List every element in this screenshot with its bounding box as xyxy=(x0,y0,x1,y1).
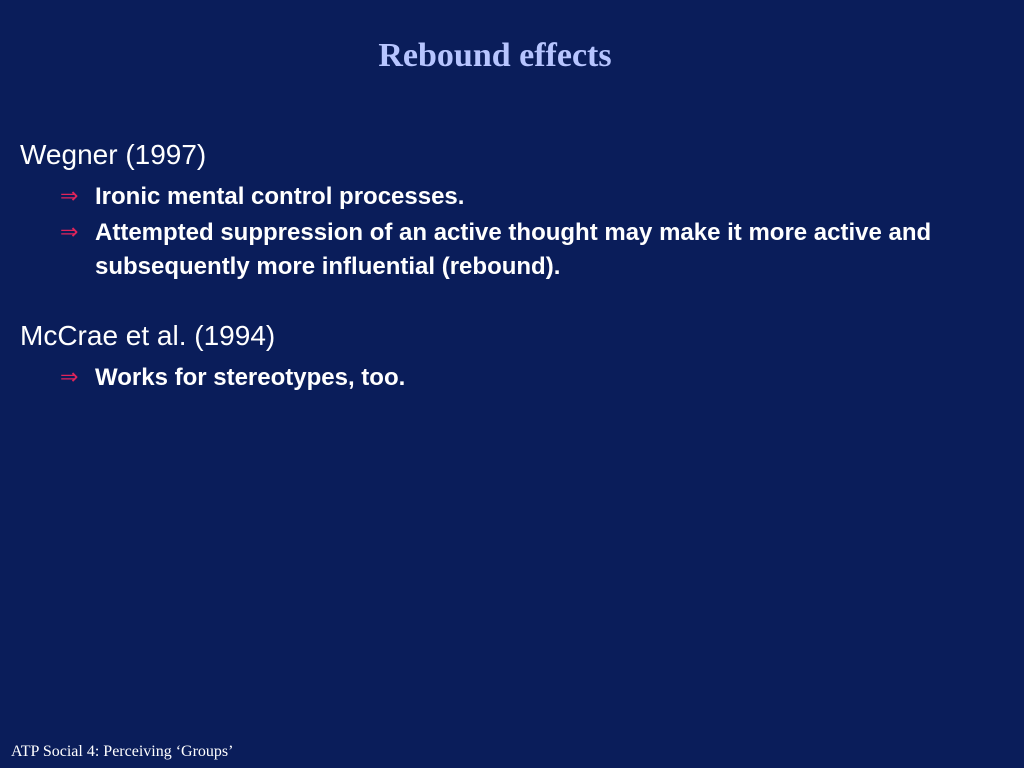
bullet-text: Works for stereotypes, too. xyxy=(95,364,406,391)
double-right-arrow-icon: ⇒ xyxy=(60,365,79,390)
bullet-text: Attempted suppression of an active thought may make it more active and subsequently more influential (rebound). xyxy=(95,219,932,280)
section-wegner xyxy=(20,136,980,284)
section-heading: McCrae et al. (1994) xyxy=(20,320,276,351)
bullet-item xyxy=(20,180,980,214)
bullet-text: Ironic mental control processes. xyxy=(95,183,465,210)
double-right-arrow-icon: ⇒ xyxy=(60,220,79,245)
slide-content xyxy=(20,136,980,428)
slide-title: Rebound effects xyxy=(378,37,612,74)
section-heading: Wegner (1997) xyxy=(20,139,207,170)
slide-footer: ATP Social 4: Perceiving ‘Groups’ xyxy=(11,743,234,760)
double-right-arrow-icon: ⇒ xyxy=(60,184,79,209)
bullet-item xyxy=(20,216,980,284)
bullet-item xyxy=(20,361,980,395)
section-mccrae xyxy=(20,317,980,395)
